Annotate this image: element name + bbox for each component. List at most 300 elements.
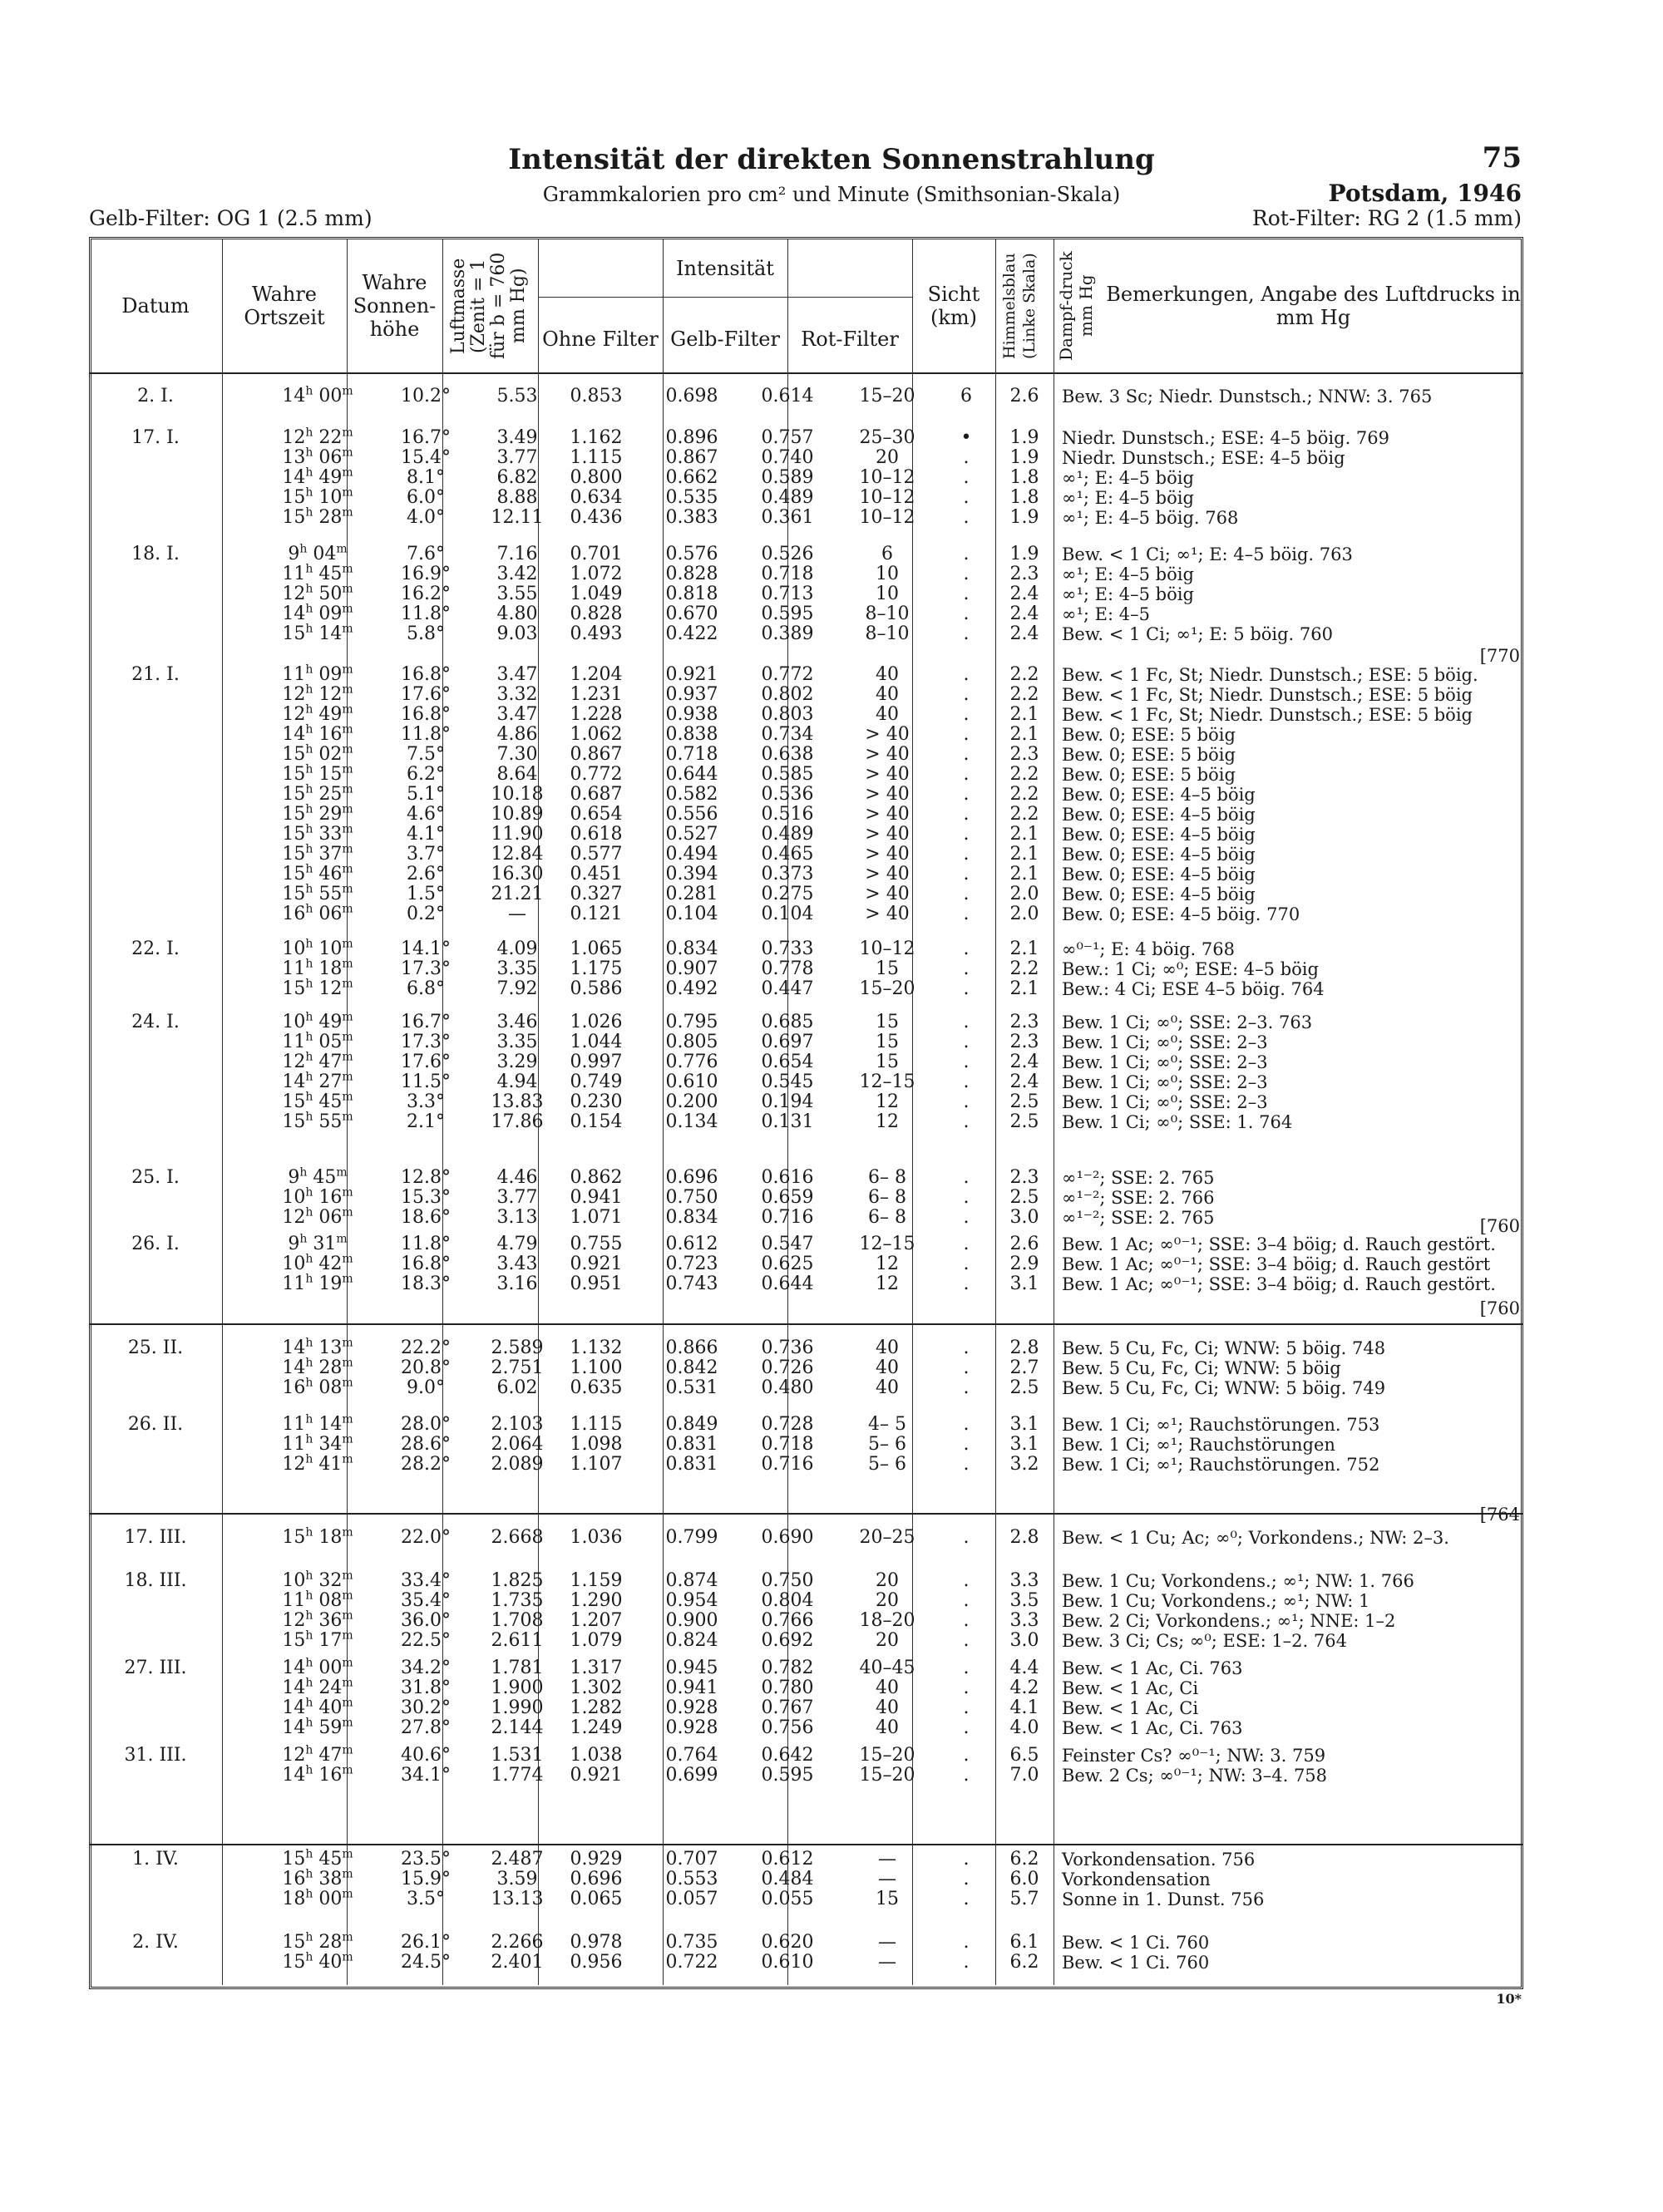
- himmelsblau-cell: .: [963, 1610, 970, 1631]
- gelb-filter-cell: 0.492: [665, 978, 718, 999]
- ohne-filter-cell: 0.951: [570, 1274, 623, 1294]
- rot-filter-cell: 0.728: [761, 1414, 814, 1435]
- table-row: [89, 762, 1523, 785]
- sonnenhoehe-cell: 11.8°: [401, 1234, 451, 1254]
- gelb-filter-cell: 0.937: [665, 684, 718, 705]
- bemerkung-cell: Bew. 1 Ci; ∞⁰; SSE: 2–3: [1062, 1092, 1268, 1112]
- dampfdruck-cell: 2.1: [1009, 864, 1039, 884]
- himmelsblau-cell: .: [963, 958, 970, 979]
- sonnenhoehe-cell: 4.0°: [407, 507, 445, 528]
- table-row: [89, 1611, 1523, 1631]
- dampfdruck-cell: 2.0: [1009, 884, 1039, 904]
- ohne-filter-cell: 0.921: [570, 1254, 623, 1274]
- sonnenhoehe-cell: 36.0°: [401, 1610, 451, 1631]
- sicht-cell: 40: [876, 1677, 899, 1698]
- ortszeit-cell: 11$^h$ 18$^m$: [282, 957, 353, 979]
- ohne-filter-cell: 0.065: [570, 1889, 623, 1909]
- ohne-filter-cell: 0.772: [570, 764, 623, 785]
- dampfdruck-cell: 2.5: [1009, 1377, 1039, 1398]
- ohne-filter-cell: 1.062: [570, 724, 623, 745]
- table-row: [89, 1358, 1523, 1378]
- sonnenhoehe-cell: 14.1°: [401, 938, 451, 959]
- himmelsblau-cell: .: [963, 844, 970, 865]
- sicht-cell: 12: [876, 1254, 899, 1274]
- gelb-filter-cell: 0.394: [665, 864, 718, 884]
- col-dampfdruck-cell: [1054, 239, 1103, 372]
- dampfdruck-cell: 2.5: [1009, 1111, 1039, 1132]
- sicht-cell: > 40: [865, 904, 910, 924]
- luftmasse-cell: 2.487: [491, 1849, 544, 1870]
- bemerkung-cell: Sonne in 1. Dunst. 756: [1062, 1889, 1265, 1909]
- ohne-filter-cell: 0.828: [570, 603, 623, 624]
- rot-filter-cell: 0.616: [761, 1167, 814, 1188]
- luftmasse-cell: 17.86: [491, 1111, 544, 1132]
- table-row: [89, 1052, 1523, 1072]
- himmelsblau-cell: .: [963, 1849, 970, 1870]
- gelb-filter-cell: 0.834: [665, 1207, 718, 1228]
- himmelsblau-cell: .: [963, 824, 970, 845]
- ortszeit-cell: 10$^h$ 16$^m$: [282, 1185, 353, 1208]
- bemerkung-cell: Bew. 0; ESE: 5 böig: [1062, 745, 1236, 765]
- sicht-cell: 40: [876, 1697, 899, 1718]
- sonnenhoehe-cell: 16.8°: [401, 704, 451, 725]
- dampfdruck-cell: 5.7: [1009, 1889, 1039, 1909]
- rot-filter-cell: 0.804: [761, 1590, 814, 1611]
- sicht-cell: 12–15: [859, 1234, 915, 1254]
- dampfdruck-cell: 2.5: [1009, 1091, 1039, 1112]
- table-row: [89, 624, 1523, 644]
- table-row: [89, 802, 1523, 825]
- col-ortszeit: Wahre Ortszeit: [244, 283, 325, 329]
- sonnenhoehe-cell: 20.8°: [401, 1357, 451, 1378]
- bemerkung-cell: Bew. < 1 Ci. 760: [1062, 1953, 1210, 1973]
- himmelsblau-cell: .: [963, 1111, 970, 1132]
- dampfdruck-cell: 6.2: [1009, 1952, 1039, 1973]
- himmelsblau-cell: .: [963, 544, 970, 564]
- gelb-filter-cell: 0.795: [665, 1012, 718, 1032]
- date-cell: 24. I.: [131, 1012, 180, 1032]
- table-row: [89, 564, 1523, 584]
- himmelsblau-cell: .: [963, 623, 970, 644]
- date-cell: 2. IV.: [132, 1932, 179, 1953]
- table-row: [89, 1628, 1523, 1651]
- himmelsblau-cell: .: [963, 1338, 970, 1358]
- table-row: [89, 1525, 1523, 1548]
- luftmasse-cell: 1.990: [491, 1697, 544, 1718]
- table-row: [89, 1205, 1523, 1228]
- ortszeit-cell: 15$^h$ 40$^m$: [282, 1950, 353, 1973]
- gelb-filter-cell: 0.556: [665, 804, 718, 825]
- sicht-cell: > 40: [865, 844, 910, 865]
- ohne-filter-cell: 0.618: [570, 824, 623, 845]
- dampfdruck-cell: 2.1: [1009, 938, 1039, 959]
- himmelsblau-cell: .: [963, 784, 970, 805]
- gelb-filter-cell: 0.764: [665, 1745, 718, 1766]
- rot-filter-cell: 0.595: [761, 603, 814, 624]
- himmelsblau-cell: .: [963, 978, 970, 999]
- col-gelb-filter: Gelb-Filter: [670, 328, 780, 351]
- himmelsblau-cell: .: [963, 764, 970, 785]
- himmelsblau-cell: .: [963, 487, 970, 508]
- ohne-filter-cell: 0.493: [570, 623, 623, 644]
- ortszeit-cell: 15$^h$ 45$^m$: [282, 1847, 353, 1870]
- ohne-filter-cell: 1.207: [570, 1610, 623, 1631]
- luftmasse-cell: 2.064: [491, 1434, 544, 1455]
- rot-filter-cell: 0.545: [761, 1072, 814, 1092]
- gelb-filter-cell: 0.941: [665, 1677, 718, 1698]
- col-rot-filter: Rot-Filter: [801, 328, 899, 351]
- table-row: [89, 1678, 1523, 1698]
- gelb-filter-cell: 0.805: [665, 1032, 718, 1052]
- gelb-filter-cell: 0.723: [665, 1254, 718, 1274]
- sicht-cell: 15: [876, 1012, 899, 1032]
- himmelsblau-cell: .: [963, 1414, 970, 1435]
- sonnenhoehe-cell: 17.6°: [401, 684, 451, 705]
- luftmasse-cell: 4.86: [496, 724, 538, 745]
- himmelsblau-cell: .: [963, 864, 970, 884]
- bemerkung-cell: Bew. 1 Cu; Vorkondens.; ∞¹; NW: 1: [1062, 1591, 1370, 1611]
- luftmasse-cell: 3.35: [496, 958, 538, 979]
- sonnenhoehe-cell: 16.8°: [401, 664, 451, 685]
- ohne-filter-cell: 0.701: [570, 544, 623, 564]
- sonnenhoehe-cell: 8.1°: [407, 467, 445, 488]
- col-himmelsblau-cell: [995, 239, 1054, 372]
- table-row: [89, 1112, 1523, 1132]
- ohne-filter-cell: 0.327: [570, 884, 623, 904]
- ohne-filter-cell: 1.175: [570, 958, 623, 979]
- ortszeit-cell: 9$^h$ 45$^m$: [288, 1165, 348, 1188]
- dampfdruck-cell: 2.2: [1009, 804, 1039, 825]
- ortszeit-cell: 14$^h$ 40$^m$: [282, 1696, 353, 1718]
- sicht-cell: 15: [876, 1889, 899, 1909]
- bemerkung-cell: ∞¹; E: 4–5 böig: [1062, 468, 1194, 488]
- ohne-filter-cell: 0.154: [570, 1111, 623, 1132]
- sonnenhoehe-cell: 5.1°: [407, 784, 445, 805]
- page-number: 75: [1482, 141, 1522, 175]
- rot-filter-cell: 0.465: [761, 844, 814, 865]
- rot-filter-cell: 0.766: [761, 1610, 814, 1631]
- bemerkung-cell: Feinster Cs? ∞⁰⁻¹; NW: 3. 759: [1062, 1746, 1326, 1766]
- sonnenhoehe-cell: 22.5°: [401, 1630, 451, 1651]
- month-separator: [89, 1844, 1523, 1845]
- table-row: [89, 904, 1523, 924]
- rot-filter-cell: 0.131: [761, 1111, 814, 1132]
- col-intensitaet: Intensität: [538, 239, 912, 298]
- ohne-filter-cell: 1.036: [570, 1527, 623, 1548]
- table-row: [89, 1274, 1523, 1294]
- ohne-filter-cell: 0.956: [570, 1952, 623, 1973]
- sicht-cell: 40: [876, 1357, 899, 1378]
- sicht-cell: 15–20: [859, 978, 915, 999]
- table-row: [89, 742, 1523, 765]
- sicht-cell: > 40: [865, 804, 910, 825]
- rot-filter-cell: 0.713: [761, 584, 814, 604]
- table-row: [89, 782, 1523, 805]
- luftmasse-cell: 3.77: [496, 1187, 538, 1208]
- gelb-filter-cell: 0.582: [665, 784, 718, 805]
- sicht-cell: 8–10: [865, 603, 910, 624]
- gelb-filter-cell: 0.696: [665, 1167, 718, 1188]
- margin-note: [770: [1479, 646, 1520, 666]
- luftmasse-cell: 3.16: [496, 1274, 538, 1294]
- sonnenhoehe-cell: 3.3°: [407, 1091, 445, 1112]
- dampfdruck-cell: 2.5: [1009, 1187, 1039, 1208]
- margin-note: [760: [1479, 1216, 1520, 1236]
- ohne-filter-cell: 1.162: [570, 427, 623, 448]
- sicht-cell: 40: [876, 1338, 899, 1358]
- table-row: [89, 1378, 1523, 1398]
- himmelsblau-cell: .: [963, 1952, 970, 1973]
- ohne-filter-cell: 1.317: [570, 1658, 623, 1678]
- table-row: [89, 1950, 1523, 1973]
- luftmasse-cell: 7.30: [496, 744, 538, 765]
- ortszeit-cell: 14$^h$ 00$^m$: [282, 384, 353, 406]
- rot-filter-cell: 0.585: [761, 764, 814, 785]
- gelb-filter-cell: 0.945: [665, 1658, 718, 1678]
- ortszeit-cell: 11$^h$ 34$^m$: [282, 1432, 353, 1455]
- dampfdruck-cell: 2.6: [1009, 386, 1039, 406]
- ohne-filter-cell: 1.290: [570, 1590, 623, 1611]
- table-row: [89, 1718, 1523, 1738]
- rot-filter-cell: 0.716: [761, 1454, 814, 1475]
- table-row: [89, 1234, 1523, 1254]
- luftmasse-cell: 2.611: [491, 1630, 544, 1651]
- luftmasse-cell: 12.11: [491, 507, 544, 528]
- bemerkung-cell: Bew. 1 Ci; ∞¹; Rauchstörungen. 753: [1062, 1415, 1380, 1435]
- sicht-cell: > 40: [865, 784, 910, 805]
- sicht-cell: 5– 6: [868, 1434, 906, 1455]
- himmelsblau-cell: .: [963, 744, 970, 765]
- table-row: [89, 1571, 1523, 1591]
- rot-filter-cell: 0.697: [761, 1032, 814, 1052]
- ohne-filter-cell: 0.687: [570, 784, 623, 805]
- dampfdruck-cell: 2.2: [1009, 664, 1039, 685]
- bemerkung-cell: Bew. 0; ESE: 4–5 böig: [1062, 825, 1256, 845]
- sicht-cell: 40: [876, 1717, 899, 1738]
- rot-filter-cell: 0.726: [761, 1357, 814, 1378]
- ohne-filter-cell: 0.929: [570, 1849, 623, 1870]
- bemerkung-cell: Vorkondensation. 756: [1062, 1850, 1256, 1870]
- table-row: [89, 1012, 1523, 1032]
- gelb-filter-cell: 0.921: [665, 664, 718, 685]
- gelb-filter-cell: 0.553: [665, 1869, 718, 1889]
- rot-filter-cell: 0.740: [761, 447, 814, 468]
- luftmasse-cell: 3.42: [496, 564, 538, 584]
- himmelsblau-cell: .: [963, 904, 970, 924]
- margin-note: [764: [1479, 1505, 1520, 1525]
- ohne-filter-cell: 1.026: [570, 1012, 623, 1032]
- luftmasse-cell: 3.77: [496, 447, 538, 468]
- rot-filter-cell: 0.595: [761, 1765, 814, 1786]
- gelb-filter-label: Gelb-Filter: OG 1 (2.5 mm): [89, 206, 373, 230]
- sonnenhoehe-cell: 15.4°: [401, 447, 451, 468]
- table-row: [89, 842, 1523, 865]
- himmelsblau-cell: .: [963, 1091, 970, 1112]
- sonnenhoehe-cell: 7.5°: [407, 744, 445, 765]
- ortszeit-cell: 15$^h$ 12$^m$: [282, 977, 353, 999]
- gelb-filter-cell: 0.750: [665, 1187, 718, 1208]
- rot-filter-cell: 0.642: [761, 1745, 814, 1766]
- table-row: [89, 505, 1523, 528]
- sonnenhoehe-cell: 31.8°: [401, 1677, 451, 1698]
- dampfdruck-cell: 4.1: [1009, 1697, 1039, 1718]
- sicht-cell: > 40: [865, 824, 910, 845]
- sonnenhoehe-cell: 16.8°: [401, 1254, 451, 1274]
- gelb-filter-cell: 0.576: [665, 544, 718, 564]
- luftmasse-cell: 2.144: [491, 1717, 544, 1738]
- bemerkung-cell: Bew. < 1 Fc, St; Niedr. Dunstsch.; ESE: 5 böig: [1062, 685, 1473, 705]
- ohne-filter-cell: 1.065: [570, 938, 623, 959]
- ortszeit-cell: 16$^h$ 38$^m$: [282, 1867, 353, 1889]
- luftmasse-cell: 1.735: [491, 1590, 544, 1611]
- luftmasse-cell: 1.781: [491, 1658, 544, 1678]
- sonnenhoehe-cell: 18.6°: [401, 1207, 451, 1228]
- ortszeit-cell: 15$^h$ 15$^m$: [282, 762, 353, 785]
- sicht-cell: > 40: [865, 764, 910, 785]
- bemerkung-cell: Bew. 1 Ac; ∞⁰⁻¹; SSE: 3–4 böig; d. Rauch gestört.: [1062, 1234, 1496, 1254]
- luftmasse-cell: —: [508, 904, 526, 924]
- rot-filter-cell: 0.373: [761, 864, 814, 884]
- himmelsblau-cell: .: [963, 603, 970, 624]
- dampfdruck-cell: 2.1: [1009, 704, 1039, 725]
- ohne-filter-cell: 1.249: [570, 1717, 623, 1738]
- rot-filter-cell: 0.659: [761, 1187, 814, 1208]
- bemerkung-cell: Bew. 1 Ac; ∞⁰⁻¹; SSE: 3–4 böig; d. Rauch gestört.: [1062, 1274, 1496, 1294]
- bemerkung-cell: Bew. < 1 Ci; ∞¹; E: 5 böig. 760: [1062, 624, 1333, 644]
- date-cell: 25. I.: [131, 1167, 180, 1188]
- col-datum: Datum: [121, 294, 190, 318]
- himmelsblau-cell: .: [963, 1207, 970, 1228]
- sicht-cell: 10–12: [859, 938, 915, 959]
- sonnenhoehe-cell: 10.2°: [401, 386, 451, 406]
- sonnenhoehe-cell: 12.8°: [401, 1167, 451, 1188]
- ohne-filter-cell: 1.098: [570, 1434, 623, 1455]
- sonnenhoehe-cell: 24.5°: [401, 1952, 451, 1973]
- table-row: [89, 544, 1523, 564]
- ortszeit-cell: 14$^h$ 16$^m$: [282, 722, 353, 745]
- bemerkung-cell: Bew. < 1 Fc, St; Niedr. Dunstsch.; ESE: 5 böig.: [1062, 665, 1478, 685]
- sicht-cell: —: [878, 1952, 896, 1973]
- gelb-filter-cell: 0.874: [665, 1570, 718, 1591]
- ohne-filter-cell: 0.867: [570, 744, 623, 765]
- luftmasse-cell: 1.900: [491, 1677, 544, 1698]
- bemerkung-cell: ∞¹; E: 4–5 böig: [1062, 584, 1194, 604]
- sicht-cell: 20: [876, 1590, 899, 1611]
- bemerkung-cell: Bew. 1 Ci; ∞⁰; SSE: 2–3: [1062, 1072, 1268, 1092]
- dampfdruck-cell: 2.1: [1009, 824, 1039, 845]
- gelb-filter-cell: 0.718: [665, 744, 718, 765]
- luftmasse-cell: 2.266: [491, 1932, 544, 1953]
- rot-filter-cell: 0.802: [761, 684, 814, 705]
- himmelsblau-cell: .: [963, 1717, 970, 1738]
- luftmasse-cell: 3.49: [496, 427, 538, 448]
- luftmasse-cell: 21.21: [491, 884, 544, 904]
- sonnenhoehe-cell: 4.1°: [407, 824, 445, 845]
- ohne-filter-cell: 0.921: [570, 1765, 623, 1786]
- dampfdruck-cell: 1.9: [1009, 427, 1039, 448]
- rot-filter-cell: 0.614: [761, 386, 814, 406]
- gelb-filter-cell: 0.776: [665, 1052, 718, 1072]
- gelb-filter-cell: 0.938: [665, 704, 718, 725]
- bemerkung-cell: Bew. < 1 Ac, Ci. 763: [1062, 1658, 1243, 1678]
- gelb-filter-cell: 0.527: [665, 824, 718, 845]
- luftmasse-cell: 6.82: [496, 467, 538, 488]
- luftmasse-cell: 1.708: [491, 1610, 544, 1631]
- gelb-filter-cell: 0.531: [665, 1377, 718, 1398]
- gelb-filter-cell: 0.867: [665, 447, 718, 468]
- gelb-filter-cell: 0.818: [665, 584, 718, 604]
- luftmasse-cell: 10.89: [491, 804, 544, 825]
- sonnenhoehe-cell: 4.6°: [407, 804, 445, 825]
- himmelsblau-cell: .: [963, 1590, 970, 1611]
- luftmasse-cell: 3.47: [496, 664, 538, 685]
- sonnenhoehe-cell: 16.2°: [401, 584, 451, 604]
- ohne-filter-cell: 1.079: [570, 1630, 623, 1651]
- date-cell: 31. III.: [124, 1745, 187, 1766]
- sicht-cell: 10: [876, 564, 899, 584]
- table-row: [89, 1889, 1523, 1909]
- table-row: [89, 1698, 1523, 1718]
- sonnenhoehe-cell: 15.3°: [401, 1187, 451, 1208]
- sonnenhoehe-cell: 6.8°: [407, 978, 445, 999]
- rot-filter-cell: 0.716: [761, 1207, 814, 1228]
- sonnenhoehe-cell: 2.1°: [407, 1111, 445, 1132]
- sonnenhoehe-cell: 23.5°: [401, 1849, 451, 1870]
- ortszeit-cell: 10$^h$ 42$^m$: [282, 1252, 353, 1274]
- himmelsblau-cell: .: [963, 1434, 970, 1455]
- sonnenhoehe-cell: 5.8°: [407, 623, 445, 644]
- luftmasse-cell: 2.103: [491, 1414, 544, 1435]
- luftmasse-cell: 11.90: [491, 824, 544, 845]
- table-row: [89, 1658, 1523, 1678]
- bemerkung-cell: Bew. 1 Ci; ∞⁰; SSE: 2–3: [1062, 1032, 1268, 1052]
- dampfdruck-cell: 3.1: [1009, 1274, 1039, 1294]
- ortszeit-cell: 14$^h$ 16$^m$: [282, 1763, 353, 1786]
- rot-filter-cell: 0.526: [761, 544, 814, 564]
- sicht-cell: 20: [876, 447, 899, 468]
- table-row: [89, 722, 1523, 745]
- ohne-filter-cell: 1.204: [570, 664, 623, 685]
- table-row: [89, 682, 1523, 705]
- sicht-cell: 12: [876, 1091, 899, 1112]
- dampfdruck-cell: 1.8: [1009, 467, 1039, 488]
- sonnenhoehe-cell: 1.5°: [407, 884, 445, 904]
- ortszeit-cell: 15$^h$ 55$^m$: [282, 1110, 353, 1132]
- sonnenhoehe-cell: 28.2°: [401, 1454, 451, 1475]
- sonnenhoehe-cell: 0.2°: [407, 904, 445, 924]
- ortszeit-cell: 9$^h$ 04$^m$: [288, 542, 348, 564]
- ohne-filter-cell: 0.577: [570, 844, 623, 865]
- ortszeit-cell: 11$^h$ 45$^m$: [282, 562, 353, 584]
- dampfdruck-cell: 6.2: [1009, 1849, 1039, 1870]
- rot-filter-cell: 0.516: [761, 804, 814, 825]
- col-dampfdruck: Dampf-druck mm Hg: [1055, 251, 1096, 361]
- table-row: [89, 979, 1523, 999]
- ortszeit-cell: 15$^h$ 02$^m$: [282, 742, 353, 765]
- rot-filter-cell: 0.361: [761, 507, 814, 528]
- rot-filter-cell: 0.654: [761, 1052, 814, 1072]
- dampfdruck-cell: 2.3: [1009, 1167, 1039, 1188]
- date-cell: 18. III.: [124, 1570, 187, 1591]
- gelb-filter-cell: 0.644: [665, 764, 718, 785]
- dampfdruck-cell: 4.0: [1009, 1717, 1039, 1738]
- bemerkung-cell: Bew. 0; ESE: 4–5 böig: [1062, 785, 1256, 805]
- himmelsblau-cell: .: [963, 1869, 970, 1889]
- ortszeit-cell: 9$^h$ 31$^m$: [288, 1232, 348, 1254]
- ortszeit-cell: 14$^h$ 59$^m$: [282, 1716, 353, 1738]
- bemerkung-cell: Bew. < 1 Ac, Ci: [1062, 1698, 1199, 1718]
- ortszeit-cell: 12$^h$ 47$^m$: [282, 1050, 353, 1072]
